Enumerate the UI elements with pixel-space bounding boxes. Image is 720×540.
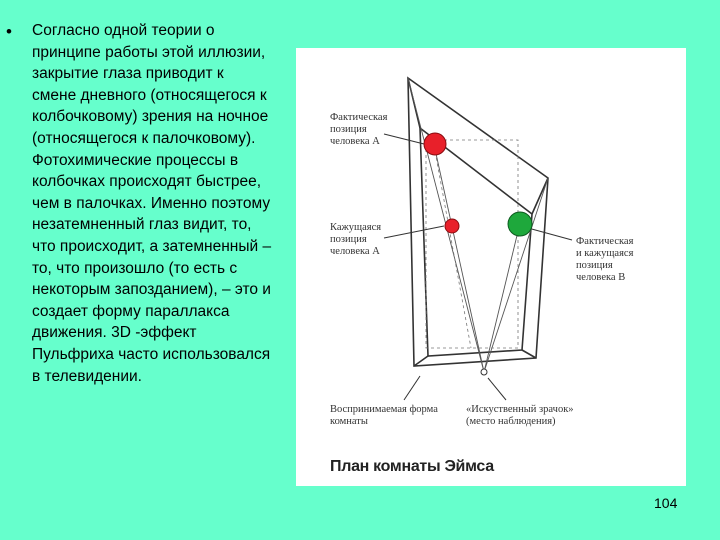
person-b-marker (508, 212, 532, 236)
bullet-marker: • (6, 22, 12, 41)
figure-title: План комнаты Эймса (330, 458, 494, 475)
label-perceived-room: Воспринимаемая форма комнаты (330, 404, 438, 427)
perceived-room-diagonal (433, 140, 471, 348)
leader-actual-a (384, 134, 424, 144)
leader-actual-b (528, 228, 572, 240)
sight-line-d (484, 223, 520, 372)
leader-apparent-a (384, 226, 444, 238)
label-pupil: «Искуственный зрачок» (место наблюдения) (466, 404, 574, 427)
label-actual-a: Фактическая позиция человека А (330, 112, 388, 147)
person-a-apparent-marker (445, 219, 459, 233)
body-text: Согласно одной теории о принципе работы этой иллюзии, закрытие глаза приводит к смене дневного (относящегося к колбочковому) зрения на ночное (относящегося к палочковому). Фотохимические процессы в колбочках происходят быстрее, чем в палочках. Именно поэтому незатемненный глаз видит, то, что происходит, а затемненный – то, что произошло (то есть с некоторым запозданием), – это и создает форму параллакса движения. 3D -эффект Пульфриха часто использовался в телевидении. (32, 22, 272, 385)
page-number: 104 (654, 495, 678, 511)
sight-line-c (433, 140, 484, 372)
label-apparent-a: Кажущаяся позиция человека А (330, 222, 382, 257)
leader-pupil (488, 378, 506, 400)
ames-room-figure (296, 48, 686, 486)
sight-line-b (484, 178, 548, 372)
leader-perceived (404, 376, 420, 400)
pupil-marker (481, 369, 487, 375)
label-actual-b: Фактическая и кажущаяся позиция человека В (576, 236, 634, 283)
person-a-actual-marker (424, 133, 446, 155)
